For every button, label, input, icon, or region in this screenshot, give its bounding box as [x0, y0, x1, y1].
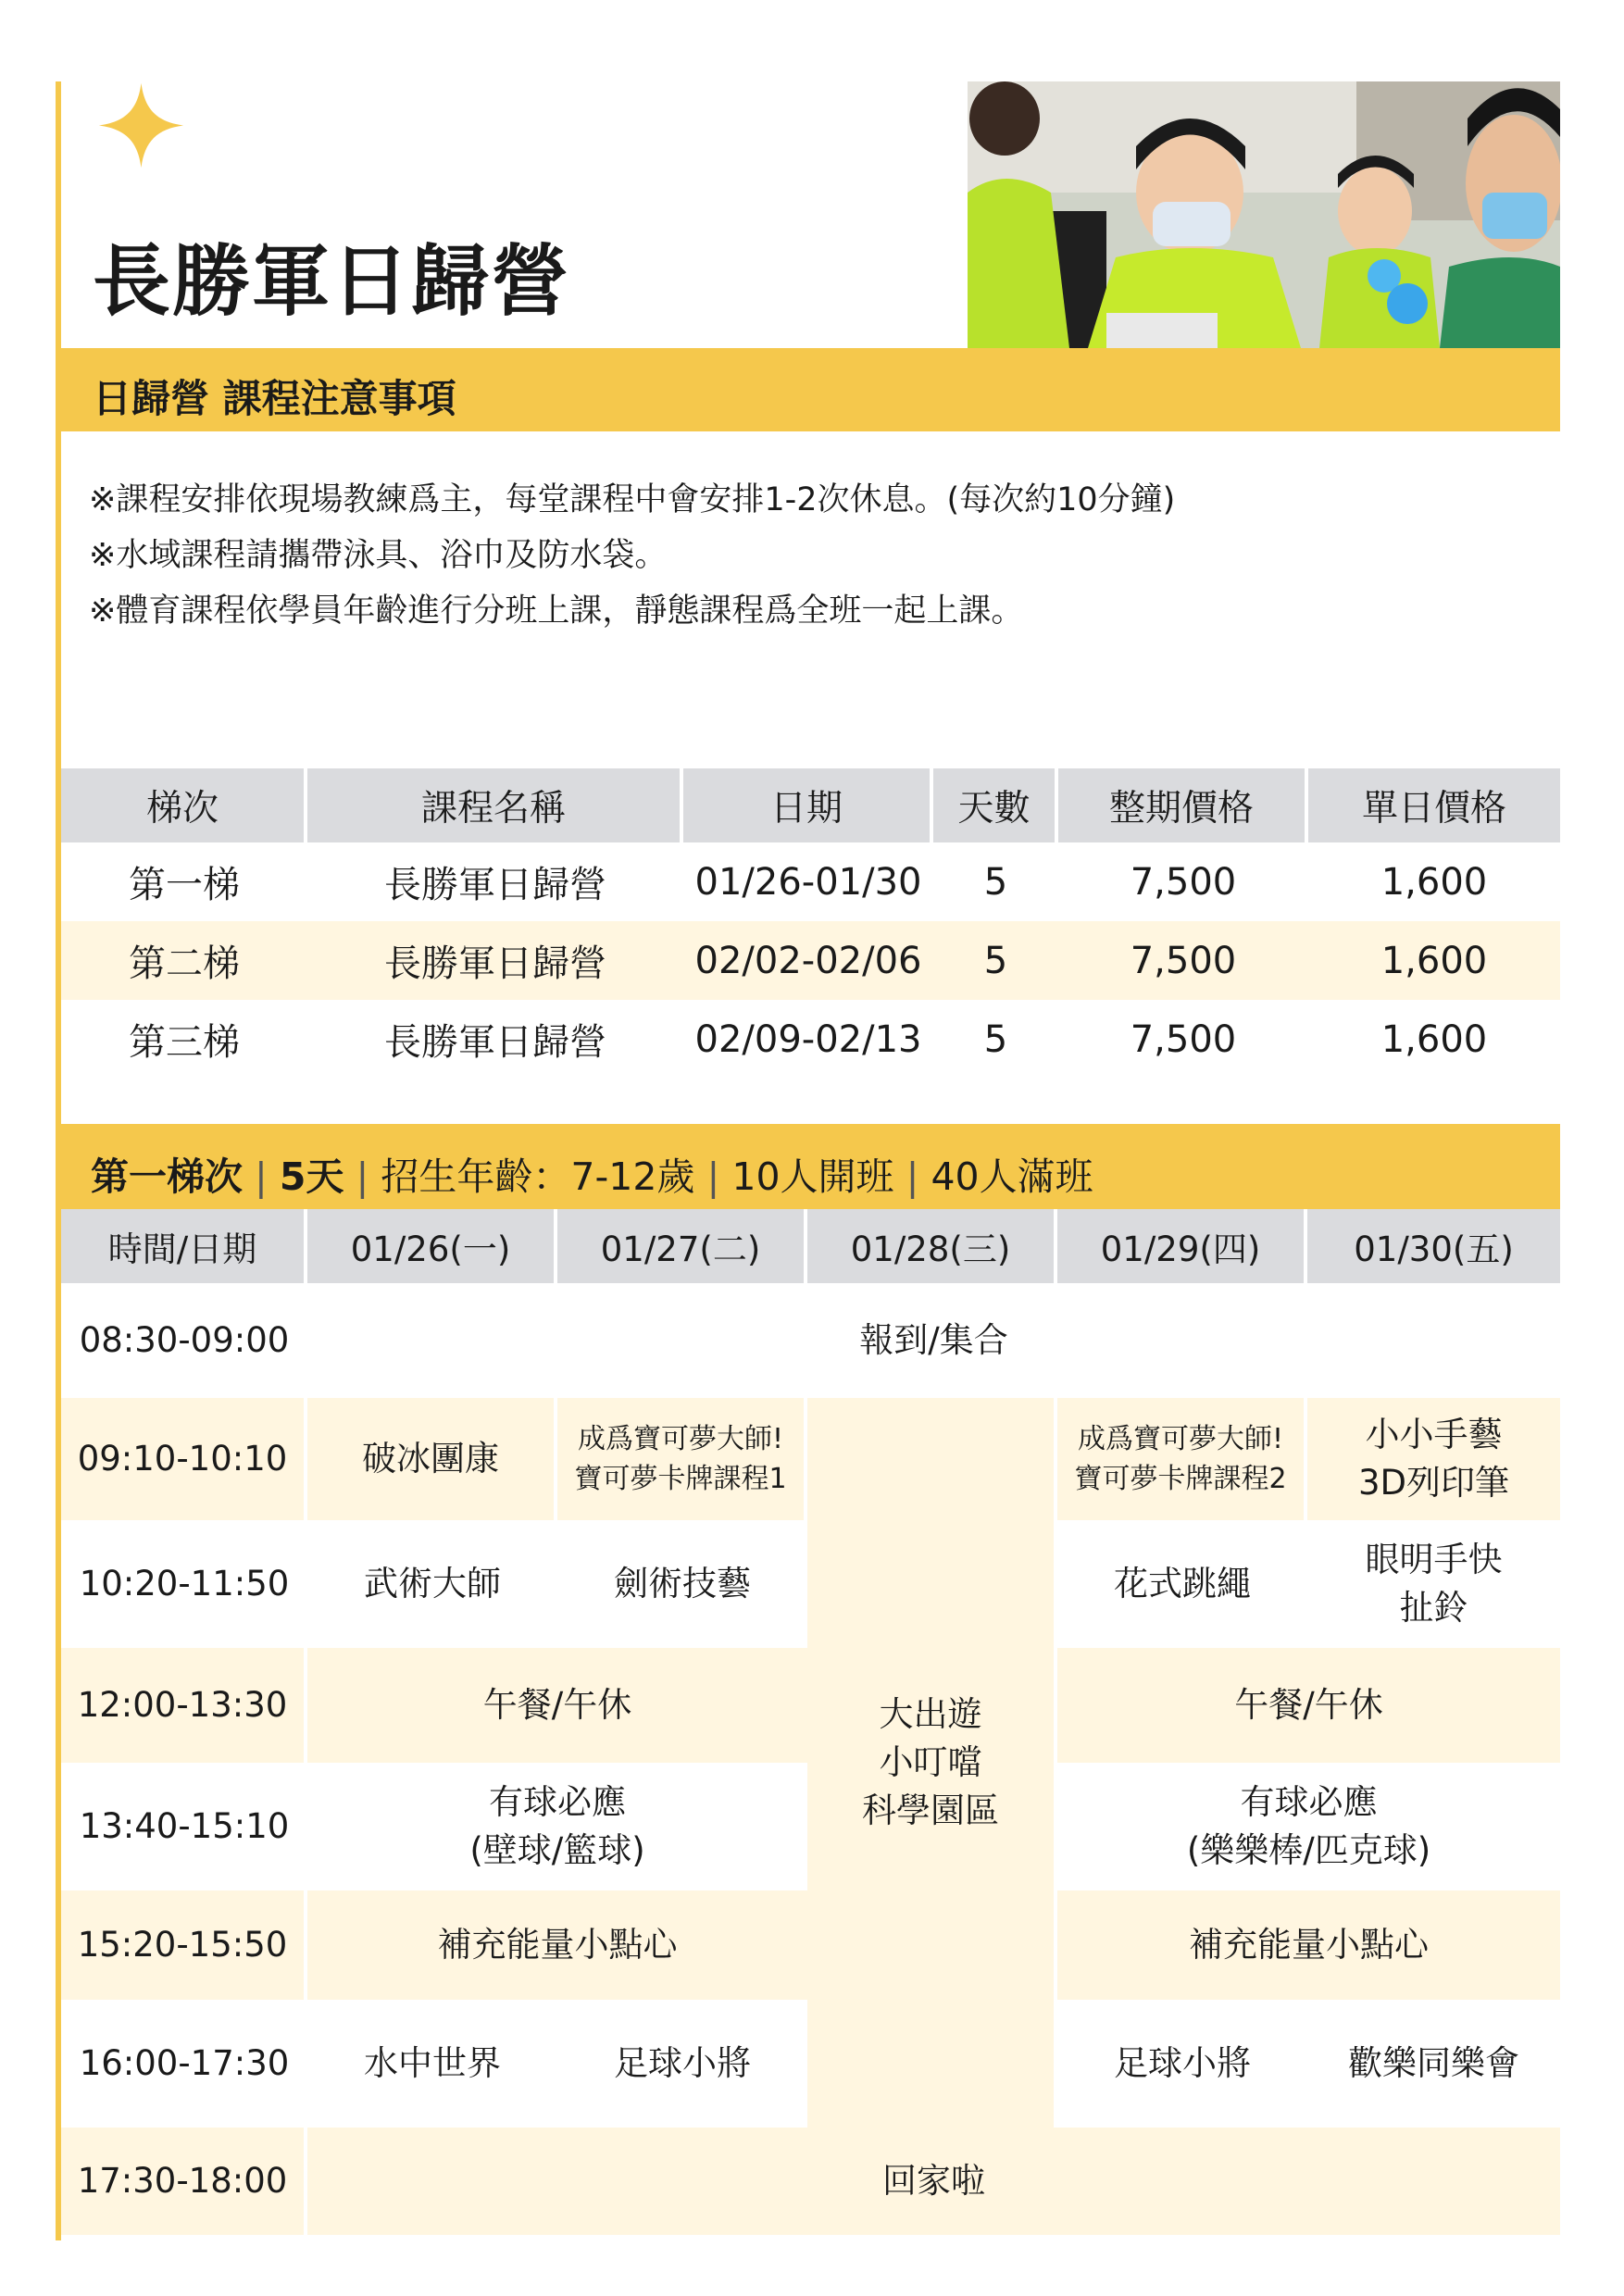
activity-line: 眼明手快: [1365, 1540, 1503, 1580]
activity-line: 3D列印筆: [1357, 1463, 1510, 1503]
checkin-cell: 報到/集合: [307, 1283, 1560, 1398]
time-cell: 17:30-18:00: [61, 2128, 307, 2235]
lunch-cell: 午餐/午休: [307, 1648, 807, 1763]
col-header: 01/26(一): [307, 1209, 557, 1283]
activity-cell: [307, 1763, 807, 1890]
cell: 長勝軍日歸營: [307, 921, 683, 1000]
separator: |: [706, 1154, 720, 1199]
activity-cell: 足球小將: [1057, 2000, 1307, 2128]
table-row: [61, 1000, 1560, 1079]
col-header: 梯次: [61, 768, 307, 842]
activity-line: (壁球/籃球): [469, 1830, 645, 1870]
col-header: 01/27(二): [557, 1209, 807, 1283]
activity-cell: [557, 1398, 807, 1520]
activity-cell: 花式跳繩: [1057, 1520, 1307, 1648]
activity-line: 成爲寶可夢大師!: [1077, 1422, 1284, 1455]
separator: |: [906, 1154, 919, 1199]
activity-cell: 歡樂同樂會: [1307, 2000, 1560, 2128]
home-cell: 回家啦: [307, 2128, 1560, 2235]
activity-cell: 破冰團康: [307, 1398, 557, 1520]
time-cell: 15:20-15:50: [61, 1890, 307, 2000]
cell: 7,500: [1130, 860, 1237, 904]
days-label: 5天: [279, 1154, 344, 1199]
outing-line: 小叮噹: [879, 1742, 982, 1783]
cell: 02/02-02/06: [683, 921, 933, 1000]
schedule-row: [61, 2128, 1560, 2235]
time-cell: 16:00-17:30: [61, 2000, 307, 2128]
notice-line: ※課程安排依現場教練爲主，每堂課程中會安排1-2次休息。(每次約10分鐘): [89, 481, 1176, 518]
lunch-cell: 午餐/午休: [1057, 1648, 1560, 1763]
separator: |: [255, 1154, 268, 1199]
max-label: 40人滿班: [931, 1154, 1093, 1199]
time-cell: 13:40-15:10: [61, 1763, 307, 1890]
notice-line: ※體育課程依學員年齡進行分班上課，靜態課程爲全班一起上課。: [89, 593, 1024, 630]
schedule-header-row: [61, 1209, 1560, 1283]
col-header: 日期: [683, 768, 933, 842]
cell: 5: [983, 1017, 1008, 1061]
col-header: 01/28(三): [807, 1209, 1057, 1283]
cell: 1,600: [1380, 1017, 1488, 1061]
activity-cell: [1057, 1398, 1307, 1520]
outing-line: 大出遊: [879, 1694, 982, 1735]
cell: 7,500: [1130, 1017, 1237, 1061]
table-row: [61, 921, 1560, 1000]
activity-cell: 水中世界: [307, 2000, 557, 2128]
notice-line: ※水域課程請攜帶泳具、浴巾及防水袋。: [89, 537, 668, 574]
activity-line: 成爲寶可夢大師!: [577, 1422, 784, 1455]
snack-cell: 補充能量小點心: [307, 1890, 807, 2000]
activity-line: 有球必應: [1240, 1782, 1378, 1823]
cell: 5: [983, 860, 1008, 904]
schedule-row: [61, 1398, 1560, 1520]
time-cell: 10:20-11:50: [61, 1520, 307, 1648]
photo-kids-balloon: [968, 81, 1560, 348]
activity-line: (樂樂棒/匹克球): [1186, 1830, 1431, 1870]
col-header: 整期價格: [1058, 768, 1308, 842]
table-row: [61, 842, 1560, 921]
col-header: 單日價格: [1308, 768, 1560, 842]
cell: 第一梯: [129, 864, 240, 906]
notice-header-band: [61, 348, 1560, 431]
col-header: 01/29(四): [1057, 1209, 1307, 1283]
cell: 5: [933, 921, 1058, 1000]
activity-line: 寶可夢卡牌課程1: [574, 1463, 787, 1495]
activity-cell: 武術大師: [307, 1520, 557, 1648]
min-label: 10人開班: [731, 1154, 894, 1199]
activity-cell: 劍術技藝: [557, 1520, 807, 1648]
separator: |: [356, 1154, 369, 1199]
outing-cell: [807, 1398, 1057, 2128]
cell: 02/09-02/13: [694, 1017, 922, 1061]
schedule-table: [61, 1209, 1560, 2235]
notice-heading: 日歸營 課程注意事項: [93, 376, 456, 421]
activity-cell: [1307, 1398, 1560, 1520]
col-header: 天數: [933, 768, 1058, 842]
cell: 第二梯: [61, 921, 307, 1000]
cell: 第三梯: [129, 1021, 240, 1064]
activity-cell: [1307, 1520, 1560, 1648]
activity-line: 扯鈴: [1399, 1588, 1468, 1628]
snack-cell: 補充能量小點心: [1057, 1890, 1560, 2000]
cell: 長勝軍日歸營: [384, 864, 606, 906]
activity-line: 有球必應: [489, 1782, 626, 1823]
session-label: 第一梯次: [91, 1154, 243, 1199]
sessions-table: [61, 768, 1560, 1079]
col-header: 時間/日期: [61, 1209, 307, 1283]
cell: 1,600: [1380, 860, 1488, 904]
sessions-header-row: [61, 768, 1560, 842]
cell: 1,600: [1308, 921, 1560, 1000]
notice-list: [89, 472, 1175, 639]
cell: 長勝軍日歸營: [384, 1021, 606, 1064]
time-cell: 08:30-09:00: [61, 1283, 307, 1398]
outing-line: 科學園區: [862, 1790, 999, 1830]
sparkle-icon: [97, 81, 185, 169]
activity-cell: [1057, 1763, 1560, 1890]
age-label: 招生年齡：7-12歲: [381, 1154, 695, 1199]
schedule-row: [61, 1283, 1560, 1398]
schedule-info: [91, 1146, 1093, 1201]
activity-line: 寶可夢卡牌課程2: [1074, 1463, 1287, 1495]
page-title: 長勝軍日歸營: [93, 236, 571, 327]
cell: 7,500: [1058, 921, 1308, 1000]
time-cell: 12:00-13:30: [61, 1648, 307, 1763]
activity-line: 小小手藝: [1365, 1415, 1503, 1455]
col-header: 課程名稱: [307, 768, 683, 842]
cell: 01/26-01/30: [694, 860, 922, 904]
activity-cell: 足球小將: [557, 2000, 807, 2128]
time-cell: 09:10-10:10: [61, 1398, 307, 1520]
schedule-info-band: [61, 1124, 1560, 1209]
col-header: 01/30(五): [1307, 1209, 1560, 1283]
